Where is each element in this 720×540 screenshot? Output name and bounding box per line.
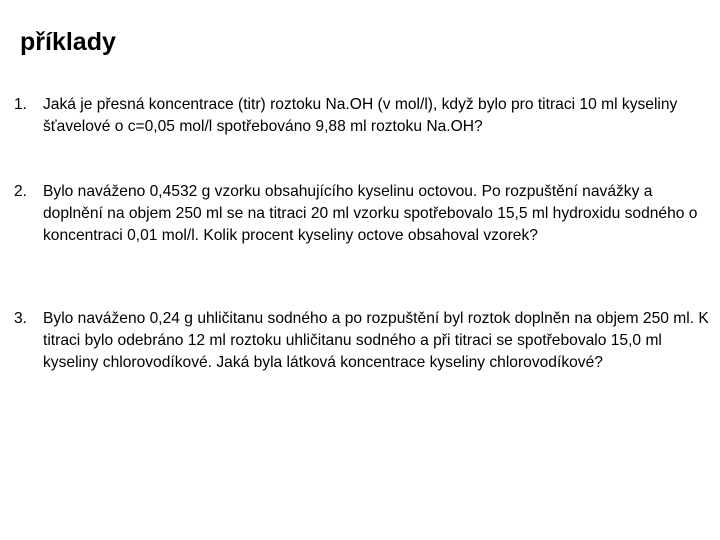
problem-item bbox=[14, 181, 716, 247]
problem-item bbox=[14, 94, 716, 138]
problem-text: Jaká je přesná koncentrace (titr) roztoku Na.OH (v mol/l), když bylo pro titraci 10 ml kyseliny šťavelové o c=0,05 mol/l spotřebováno 9,88 ml roztoku Na.OH? bbox=[43, 96, 678, 135]
problem-text: Bylo naváženo 0,24 g uhličitanu sodného a po rozpuštění byl roztok doplněn na objem 250 ml. K titraci bylo odebráno 12 ml roztoku uhličitanu sodného a při titraci se spotřebovalo 15,0 ml kyseliny chlorovodíkové. Jaká byla látková koncentrace kyseliny chlorovodíkové? bbox=[43, 310, 709, 371]
problem-number: 2. bbox=[14, 183, 28, 200]
problem-text: Bylo naváženo 0,4532 g vzorku obsahujícího kyselinu octovou. Po rozpuštění navážky a doplnění na objem 250 ml se na titraci 20 ml vzorku spotřebovalo 15,5 ml hydroxidu sodného o koncentraci 0,01 mol/l. Kolik procent kyseliny octove obsahoval vzorek? bbox=[43, 183, 698, 244]
problem-item bbox=[14, 308, 716, 374]
slide-title: příklady bbox=[20, 28, 116, 56]
problem-number: 1. bbox=[14, 96, 28, 113]
problem-number: 3. bbox=[14, 310, 28, 327]
